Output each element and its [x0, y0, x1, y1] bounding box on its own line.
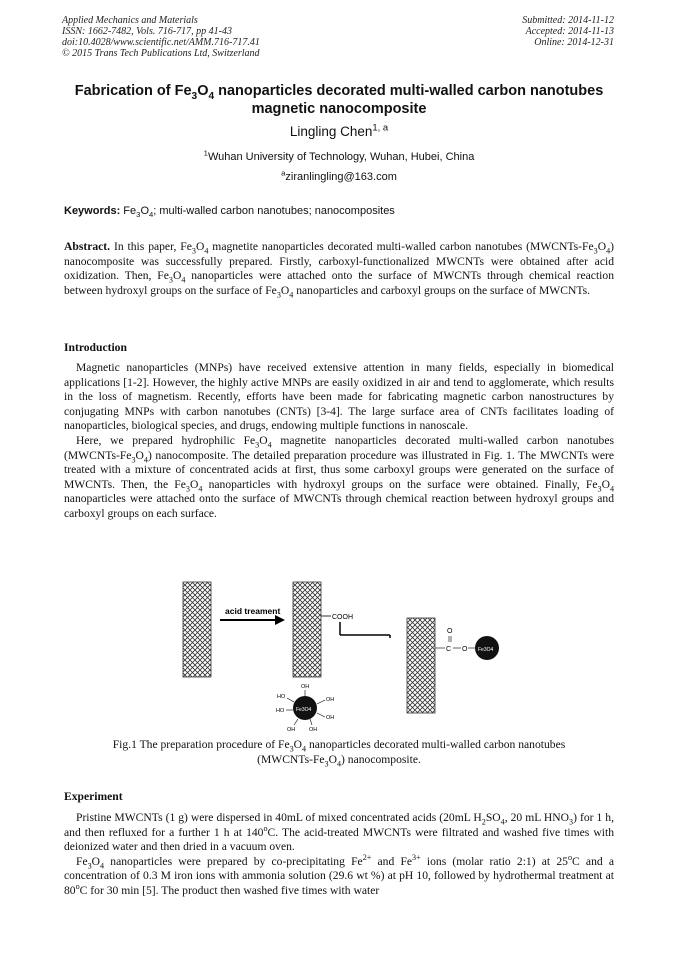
pristine-nanotube	[183, 582, 211, 677]
keywords: Keywords: $Fe_3O_4$; multi-walled carbon nanotubes; nanocomposites	[64, 205, 395, 220]
svg-text:O: O	[447, 628, 453, 635]
journal-doi: doi:10.4028/www.scientific.net/AMM.716-717.41	[62, 37, 260, 48]
svg-text:O: O	[462, 646, 468, 653]
svg-text:HO: HO	[277, 694, 286, 700]
svg-text:OH: OH	[326, 697, 335, 703]
abstract: Abstract. In this paper, $Fe_3O_4$ magnetite nanoparticles decorated multi-walled carbon nanotubes $(MWCNTs-Fe_3O_4)$ nanocomposite was successfully prepared. Firstly, carboxyl-functionalized MWCNTs were obtained after acid oxidization. Then, $Fe_3O_4$ nanoparticles were attached onto the surface of MWCNTs through chemical reaction between hydroxyl groups on the surface of $Fe_3O_4$ nanoparticles and carboxyl groups on the surface of MWCNTs.	[64, 240, 614, 300]
arrow-head-icon	[275, 615, 285, 625]
svg-text:OH: OH	[309, 727, 318, 733]
svg-text:OH: OH	[287, 727, 296, 733]
experiment-body: Pristine MWCNTs (1 g) were dispersed in 40mL of mixed concentrated acids (20mL $H_2SO_4$, 20 mL $HNO_3$) for 1 h, and then refluxed for a further 1 h at 140$^o$C. The acid-treated MWCNTs were filtrated and washed five times with deionized water and then dried in a vacuum oven. $Fe_3O_4$ nanoparticles were prepared by co-precipitating $Fe^{2+}$ and $Fe^{3+}$ ions (molar ratio 2:1) at 25$^o$C and a concentration of 0.3 M iron ions with ammonia solution (29.6 wt %) at pH 10, followed by hydrothermal treatment at 80$^o$C for 30 min [5]. The product then washed five times with water	[64, 811, 614, 897]
author: Lingling Chen$^{1, a}$	[289, 122, 389, 139]
date-online: Online: 2014-12-31	[534, 37, 614, 48]
figure-1	[175, 580, 515, 735]
author-email: $^a$ziranlingling@163.com	[281, 168, 397, 183]
svg-text:OH: OH	[326, 715, 335, 721]
date-accepted: Accepted: 2014-11-13	[525, 26, 614, 37]
paper-title: Fabrication of $Fe_3O_4$ nanoparticles decorated multi-walled carbon nanotubes magnetic nanocomposite	[74, 83, 604, 117]
arrow-label: acid treament	[225, 606, 281, 616]
svg-text:HO: HO	[276, 708, 285, 714]
journal-header	[62, 15, 260, 59]
journal-name: Applied Mechanics and Materials	[62, 15, 198, 26]
date-submitted: Submitted: 2014-11-12	[522, 15, 614, 26]
svg-text:Fe3O4: Fe3O4	[478, 647, 494, 653]
introduction-heading: Introduction	[64, 341, 127, 354]
figure-caption: Fig.1 The preparation procedure of $Fe_3O_4$ nanoparticles decorated multi-walled carbon nanotubes $(MWCNTs-Fe_3O_4)$ nanocomposite.	[112, 738, 566, 768]
dates-header	[522, 15, 614, 48]
experiment-heading: Experiment	[64, 790, 123, 803]
carboxylated-nanotube	[293, 582, 321, 677]
particle-label: Fe3O4	[296, 707, 312, 713]
affiliation: $^1$Wuhan University of Technology, Wuhan, Hubei, China	[203, 148, 475, 163]
journal-issn: ISSN: 1662-7482, Vols. 716-717, pp 41-43	[62, 26, 232, 37]
svg-text:OH: OH	[301, 684, 310, 690]
introduction-body: Magnetic nanoparticles (MNPs) have received extensive attention in many fields, especially in biomedical applications [1-2]. However, the highly active MNPs are easily oxidized in air and tend to agglomerate, which results in the loss of magnetism. Recently, efforts have been made for fabricating magnetic carbon nanostructures by conjugating MNPs with carbon nanotubes (CNTs) [3-4]. The large surface area of CNTs facilitates loading of nanoparticles, biological species, and drugs, endowing multiple functions in nanoscale. Here, we prepared hydrophilic $Fe_3O_4$ magnetite nanoparticles decorated multi-walled carbon nanotubes $(MWCNTs-Fe_3O_4)$ nanocomposite. The detailed preparation procedure was illustrated in Fig. 1. The MWCNTs were treated with a mixture of concentrated acids at first, thus some carboxyl groups were generated on the surface of MWCNTs. Then, the $Fe_3O_4$ nanoparticles with hydroxyl groups on the surface were obtained. Finally, $Fe_3O_4$ nanoparticles were attached onto the surface of MWCNTs through chemical reaction between hydroxyl groups and carboxyl groups on each surface.	[64, 361, 614, 520]
svg-text:C: C	[446, 646, 452, 653]
journal-copyright: © 2015 Trans Tech Publications Ltd, Switzerland	[62, 48, 260, 59]
composite-nanotube	[407, 618, 435, 713]
cooh-label: COOH	[332, 614, 353, 621]
